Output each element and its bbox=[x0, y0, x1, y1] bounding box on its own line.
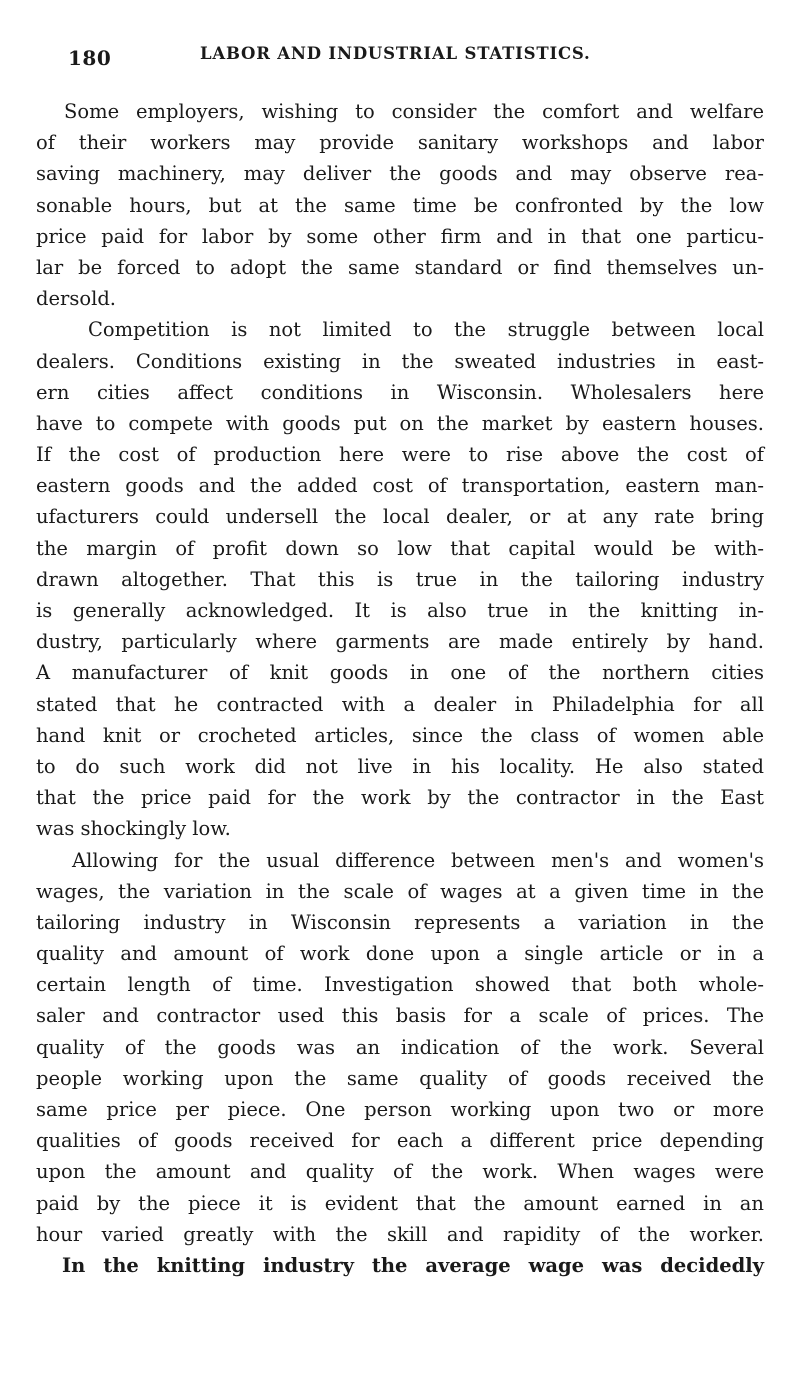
text-line: paid by the piece it is evident that the amount earned in an bbox=[36, 1191, 764, 1215]
text-line: have to compete with goods put on the market by eastern houses. bbox=[36, 411, 764, 435]
text-line: the margin of profit down so low that capital would be with- bbox=[36, 536, 764, 560]
text-line: stated that he contracted with a dealer in Philadelphia for all bbox=[36, 692, 764, 716]
text-line: sonable hours, but at the same time be confronted by the low bbox=[36, 193, 764, 217]
text-line: lar be forced to adopt the same standard or find themselves un- bbox=[36, 255, 764, 279]
text-line: A manufacturer of knit goods in one of the northern cities bbox=[36, 661, 764, 685]
text-line: upon the amount and quality of the work. When wages were bbox=[36, 1160, 764, 1184]
text-line: tailoring industry in Wisconsin represents a variation in the bbox=[36, 910, 764, 934]
text-line: quality of the goods was an indication of the work. Several bbox=[36, 1035, 764, 1059]
text-line: saler and contractor used this basis for a scale of prices. The bbox=[36, 1004, 764, 1028]
text-line: In the knitting industry the average wage was decidedly bbox=[62, 1253, 764, 1277]
text-line: Competition is not limited to the struggle between local bbox=[88, 318, 764, 342]
text-line: is generally acknowledged. It is also true in the knitting in- bbox=[36, 599, 764, 622]
page-number: 180 bbox=[68, 46, 112, 70]
text-line: ern cities affect conditions in Wisconsin. Wholesalers here bbox=[36, 380, 764, 404]
text-line: people working upon the same quality of goods received the bbox=[36, 1066, 764, 1090]
text-line: quality and amount of work done upon a single article or in a bbox=[36, 942, 764, 966]
text-line: saving machinery, may deliver the goods and may observe rea- bbox=[36, 162, 764, 186]
text-line: dustry, particularly where garments are made entirely by hand. bbox=[36, 630, 764, 654]
text-line: eastern goods and the added cost of transportation, eastern man- bbox=[36, 474, 764, 498]
text-line: was shockingly low. bbox=[36, 817, 231, 841]
text-line: Some employers, wishing to consider the comfort and welfare bbox=[64, 100, 764, 123]
text-line: hour varied greatly with the skill and rapidity of the worker. bbox=[36, 1222, 764, 1246]
text-line: price paid for labor by some other firm and in that one particu- bbox=[36, 224, 764, 248]
text-line: If the cost of production here were to rise above the cost of bbox=[36, 443, 764, 467]
text-line: that the price paid for the work by the contractor in the East bbox=[36, 786, 764, 810]
text-line: of their workers may provide sanitary workshops and labor bbox=[36, 131, 764, 155]
text-line: wages, the variation in the scale of wages at a given time in the bbox=[36, 879, 764, 903]
text-line: certain length of time. Investigation showed that both whole- bbox=[36, 973, 764, 997]
text-line: dealers. Conditions existing in the sweated industries in east- bbox=[36, 349, 764, 373]
body-text bbox=[36, 96, 764, 1281]
text-line: ufacturers could undersell the local dealer, or at any rate bring bbox=[36, 505, 764, 529]
text-line: drawn altogether. That this is true in the tailoring industry bbox=[36, 567, 764, 591]
text-line: hand knit or crocheted articles, since the class of women able bbox=[36, 723, 764, 747]
text-line: qualities of goods received for each a different price depending bbox=[36, 1129, 764, 1153]
text-line: dersold. bbox=[36, 287, 117, 311]
text-line: same price per piece. One person working upon two or more bbox=[36, 1098, 764, 1121]
running-head: LABOR AND INDUSTRIAL STATISTICS. bbox=[200, 44, 591, 63]
text-line: Allowing for the usual difference between men's and women's bbox=[72, 848, 764, 872]
text-line: to do such work did not live in his locality. He also stated bbox=[36, 754, 764, 778]
